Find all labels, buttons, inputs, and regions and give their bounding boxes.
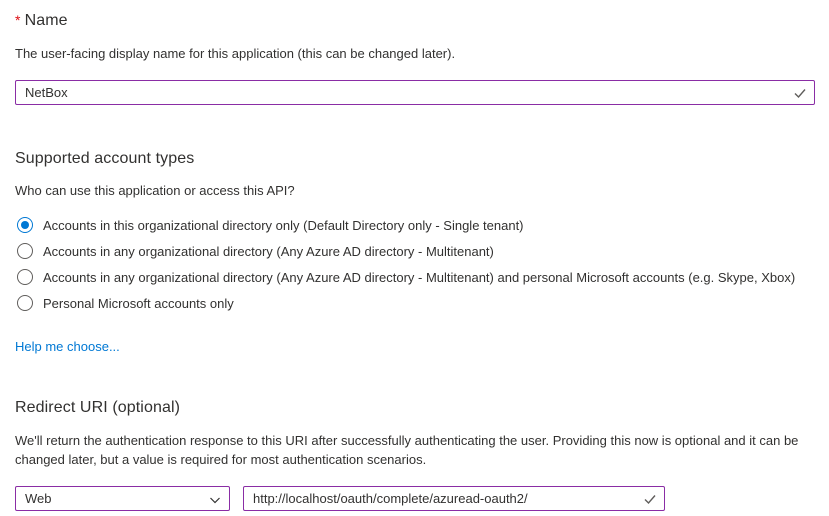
radio-icon[interactable] <box>17 243 33 259</box>
name-section-title <box>15 12 815 30</box>
radio-option-label: Accounts in any organizational directory (Any Azure AD directory - Multitenant) and personal Microsoft accounts (e.g. Skype, Xbox) <box>43 269 796 285</box>
name-description: The user-facing display name for this application (this can be changed later). <box>15 46 456 61</box>
redirect-uri-input-container <box>243 486 665 511</box>
radio-option-multitenant-personal[interactable] <box>15 264 815 290</box>
radio-icon[interactable] <box>17 269 33 285</box>
chevron-down-icon <box>209 493 221 505</box>
redirect-uri-row <box>15 486 815 511</box>
radio-option-label: Personal Microsoft accounts only <box>43 295 234 311</box>
name-input-container <box>15 80 815 105</box>
radio-icon[interactable] <box>17 295 33 311</box>
help-me-choose-link[interactable]: Help me choose... <box>15 339 120 354</box>
name-title-text: Name <box>24 12 68 29</box>
account-types-radio-group <box>15 212 815 316</box>
radio-option-label: Accounts in any organizational directory (Any Azure AD directory - Multitenant) <box>43 243 494 259</box>
radio-icon[interactable] <box>17 217 33 233</box>
name-input[interactable] <box>16 85 814 100</box>
platform-select-value: Web <box>25 491 52 506</box>
name-section <box>15 12 815 105</box>
account-types-section <box>15 150 815 356</box>
redirect-uri-title: Redirect URI (optional) <box>15 399 181 416</box>
platform-select[interactable] <box>15 486 230 511</box>
account-types-question: Who can use this application or access this API? <box>15 183 295 198</box>
redirect-uri-description: We'll return the authentication response to this URI after successfully authenticating the user. Providing this now is optional and it can be changed later, but a value is required for most authentication scenarios. <box>15 433 799 467</box>
radio-option-single-tenant[interactable] <box>15 212 815 238</box>
radio-option-label: Accounts in this organizational directory only (Default Directory only - Single tenant) <box>43 217 524 233</box>
account-types-title: Supported account types <box>15 150 195 167</box>
radio-option-personal-only[interactable] <box>15 290 815 316</box>
redirect-uri-section <box>15 399 815 511</box>
required-asterisk: * <box>15 12 21 28</box>
redirect-uri-input[interactable] <box>244 491 664 506</box>
radio-option-multitenant[interactable] <box>15 238 815 264</box>
